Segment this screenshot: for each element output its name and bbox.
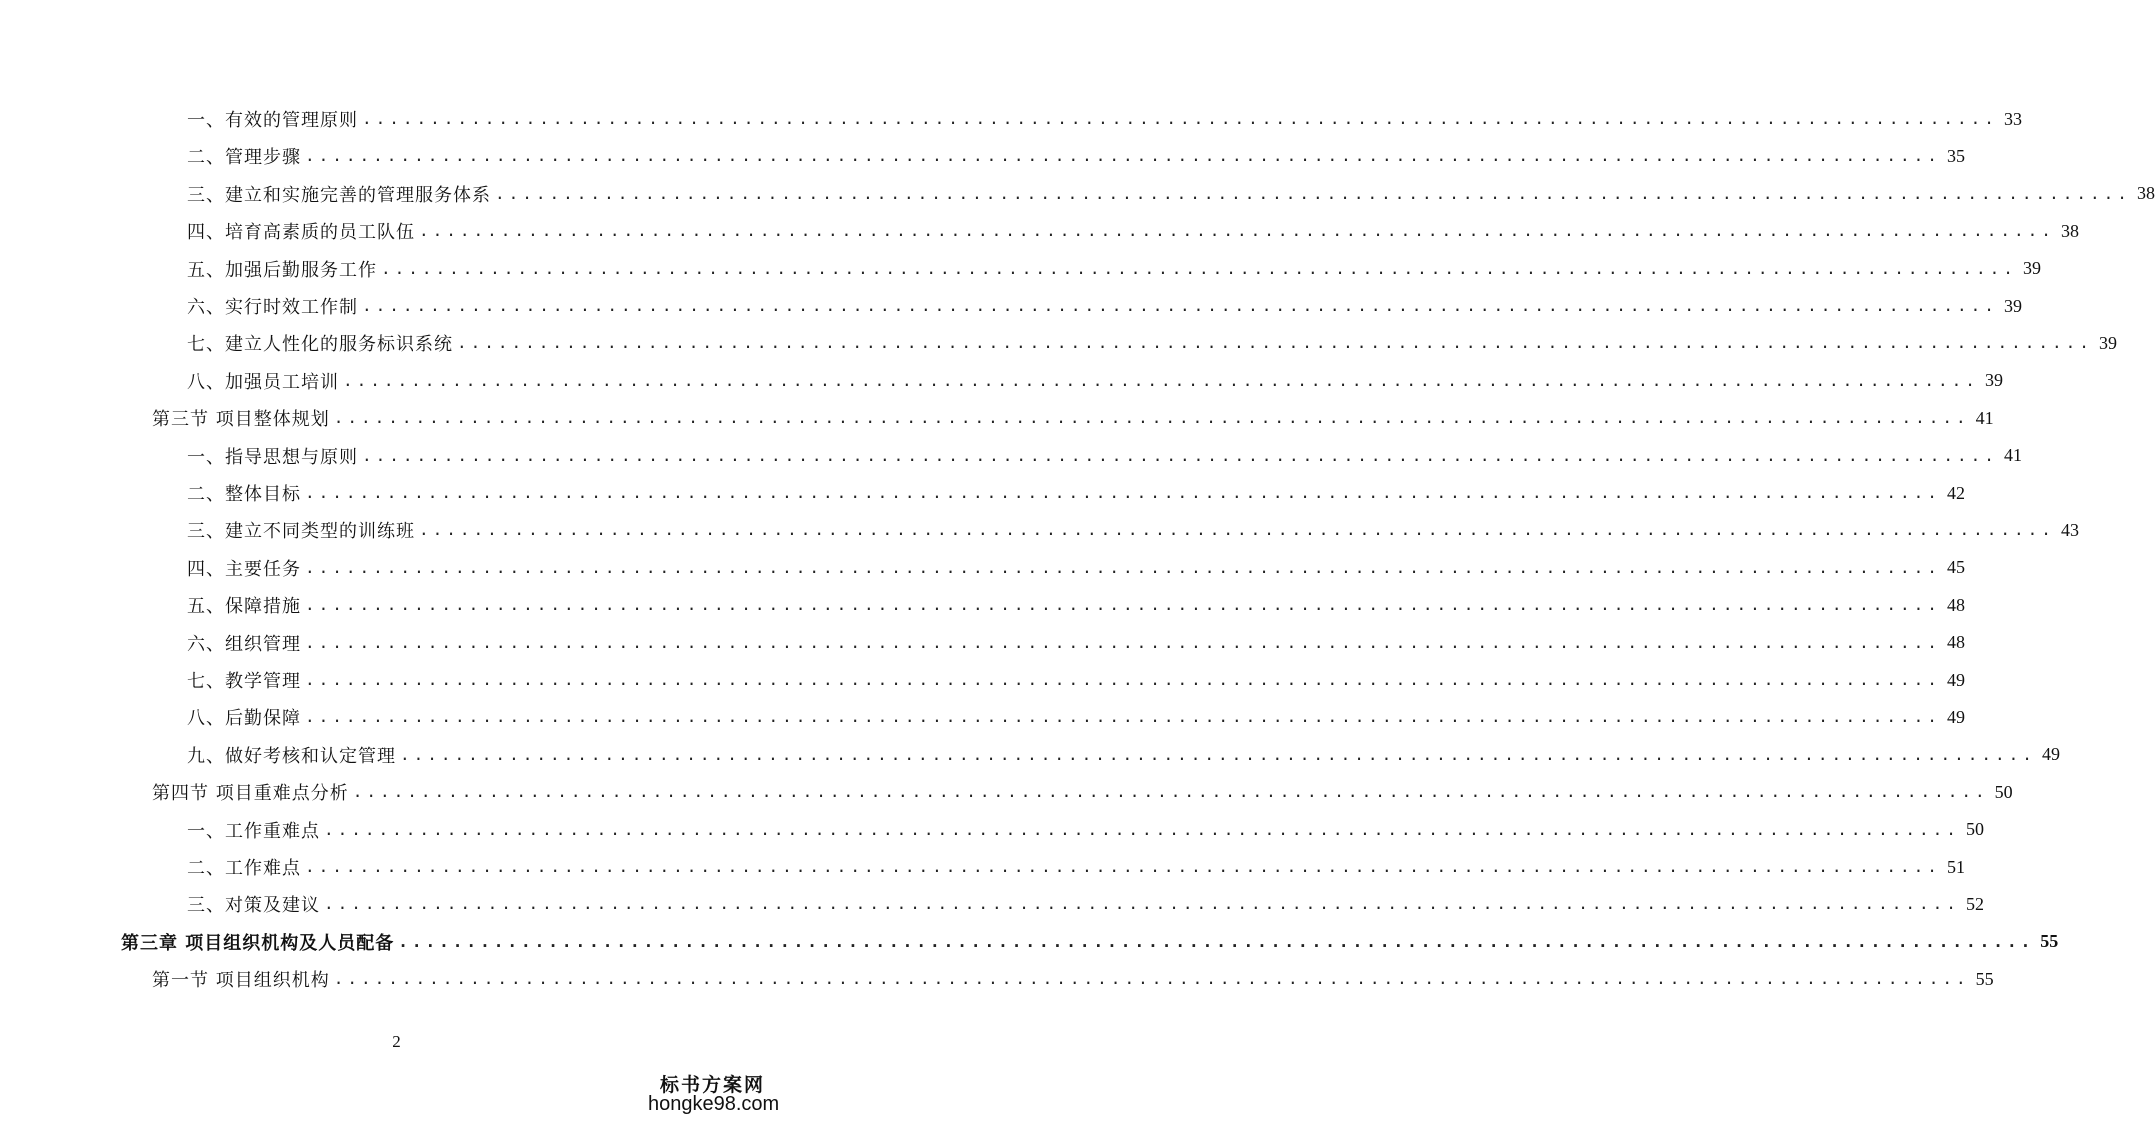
- toc-entry[interactable]: [152, 403, 1994, 433]
- toc-entry-title: 八、加强员工培训: [187, 371, 339, 393]
- toc-entry[interactable]: [152, 964, 1994, 994]
- toc-entry-page: 45: [1946, 557, 1965, 578]
- toc-leader-dots: ........................................................................................................................: [362, 296, 1998, 315]
- toc-entry-page: 41: [2003, 445, 2022, 466]
- toc-entry[interactable]: [152, 777, 2013, 807]
- toc-entry-title: 七、教学管理: [187, 671, 301, 692]
- toc-entry-title: 四、主要任务: [187, 558, 301, 580]
- toc-entry-page: 50: [1965, 819, 1984, 840]
- toc-leader-dots: ........................................................................................................................: [333, 969, 1970, 989]
- toc-entry-title: 一、指导思想与原则: [187, 446, 358, 468]
- toc-entry-page: 39: [1984, 370, 2003, 391]
- toc-leader-dots: ........................................................................................................................: [381, 258, 2017, 278]
- toc-entry[interactable]: [187, 628, 1965, 658]
- toc-leader-dots: ........................................................................................................................: [305, 857, 1941, 876]
- toc-leader-dots: ........................................................................................................................: [362, 109, 1998, 128]
- toc-leader-dots: ........................................................................................................................: [324, 894, 1960, 914]
- toc-entry[interactable]: [187, 179, 2155, 209]
- toc-entry-page: 51: [1946, 856, 1965, 877]
- toc-entry[interactable]: [187, 478, 1965, 508]
- toc-leader-dots: ........................................................................................................................: [305, 557, 1941, 577]
- toc-entry[interactable]: [187, 216, 2079, 246]
- toc-entry-page: 41: [1975, 407, 1994, 428]
- toc-entry-page: 39: [2003, 295, 2022, 316]
- toc-entry-page: 52: [1965, 893, 1984, 914]
- toc-leader-dots: ........................................................................................................................: [362, 445, 1998, 465]
- toc-entry[interactable]: [187, 441, 2022, 471]
- watermark-cn: 标书方案网: [660, 1074, 766, 1096]
- toc-entry-page: 35: [1946, 145, 1965, 166]
- toc-entry-title: 第一节 项目组织机构: [152, 970, 330, 992]
- toc-entry-title: 一、工作重难点: [187, 820, 320, 842]
- toc-entry-title: 第三节 项目整体规划: [152, 409, 330, 431]
- toc-leader-dots: ........................................................................................................................: [352, 782, 1989, 802]
- toc-entry-page: 49: [2041, 744, 2060, 765]
- toc-leader-dots: ........................................................................................................................: [457, 333, 2093, 353]
- toc-entry-page: 55: [2040, 931, 2059, 952]
- toc-entry[interactable]: [187, 889, 1984, 919]
- toc-entry-page: 33: [2003, 108, 2022, 129]
- toc-leader-dots: ........................................................................................................................: [324, 819, 1960, 839]
- page-number: 2: [392, 1032, 401, 1051]
- toc-entry[interactable]: [187, 141, 1965, 171]
- toc-entry[interactable]: [187, 515, 2079, 545]
- toc-entry-page: 48: [1946, 594, 1965, 615]
- toc-entry-title: 五、加强后勤服务工作: [187, 259, 377, 281]
- toc-entry-page: 39: [2022, 258, 2041, 279]
- toc-entry-title: 七、建立人性化的服务标识系统: [187, 334, 453, 356]
- toc-leader-dots: ........................................................................................................................: [419, 221, 2055, 241]
- toc-entry[interactable]: [187, 291, 2022, 321]
- toc-entry-title: 二、工作难点: [187, 858, 301, 879]
- toc-leader-dots: ........................................................................................................................: [305, 483, 1941, 502]
- toc-entry-title: 九、做好考核和认定管理: [187, 745, 396, 767]
- toc-leader-dots: ........................................................................................................................: [400, 744, 2036, 764]
- toc-leader-dots: ........................................................................................................................: [419, 520, 2055, 540]
- toc-entry-title: 三、对策及建议: [187, 895, 320, 917]
- toc-leader-dots: ........................................................................................................................: [495, 183, 2131, 203]
- toc-leader-dots: ........................................................................................................................: [343, 370, 1979, 390]
- toc-entry[interactable]: [187, 852, 1965, 882]
- toc-entry[interactable]: [187, 254, 2041, 284]
- toc-entry-title: 五、保障措施: [187, 596, 301, 618]
- toc-entry[interactable]: [187, 328, 2117, 358]
- toc-leader-dots: ........................................................................................................................: [305, 632, 1941, 652]
- toc-leader-dots: ........................................................................................................................: [305, 707, 1941, 727]
- toc-entry-page: 50: [1994, 781, 2013, 802]
- toc-entry-page: 49: [1946, 706, 1965, 727]
- toc-leader-dots: ........................................................................................................................: [305, 146, 1941, 166]
- toc-entry-title: 二、管理步骤: [187, 147, 301, 169]
- toc-entry-page: 39: [2098, 332, 2117, 353]
- toc-entry[interactable]: [187, 665, 1965, 695]
- toc-entry-page: 38: [2060, 220, 2079, 241]
- toc-entry[interactable]: [187, 366, 2003, 396]
- watermark-en: hongke98.com: [648, 1093, 780, 1115]
- toc-entry-title: 三、建立不同类型的训练班: [187, 521, 415, 543]
- toc-entry-title: 一、有效的管理原则: [187, 110, 358, 131]
- toc-entry-page: 38: [2136, 183, 2155, 204]
- toc-entry-title: 六、实行时效工作制: [187, 297, 358, 318]
- toc-leader-dots: ........................................................................................................................: [333, 408, 1970, 428]
- toc-entry-title: 第三章 项目组织机构及人员配备: [121, 932, 395, 954]
- toc-entry[interactable]: [187, 740, 2060, 770]
- toc-entry-page: 49: [1946, 669, 1965, 690]
- toc-entry-title: 二、整体目标: [187, 484, 301, 505]
- toc-entry-title: 六、组织管理: [187, 633, 301, 655]
- toc-entry[interactable]: [187, 702, 1965, 732]
- toc-entry-page: 55: [1975, 968, 1994, 989]
- toc-entry-page: 42: [1946, 482, 1965, 503]
- toc-entry-title: 八、后勤保障: [187, 708, 301, 730]
- toc-leader-dots: ........................................................................................................................: [305, 670, 1941, 689]
- toc-leader-dots: ........................................................................................................................: [305, 595, 1941, 615]
- toc-entry[interactable]: [121, 927, 2059, 957]
- toc-entry[interactable]: [187, 815, 1984, 845]
- toc-leader-dots: ........................................................................................................................: [398, 931, 2035, 951]
- toc-entry-page: 43: [2060, 519, 2079, 540]
- toc-entry-page: 48: [1946, 632, 1965, 653]
- toc-entry-title: 三、建立和实施完善的管理服务体系: [187, 184, 491, 206]
- toc-entry[interactable]: [187, 104, 2022, 134]
- toc-entry-title: 四、培育高素质的员工队伍: [187, 222, 415, 244]
- toc-entry[interactable]: [187, 553, 1965, 583]
- toc-entry-title: 第四节 项目重难点分析: [152, 783, 349, 805]
- toc-entry[interactable]: [187, 590, 1965, 620]
